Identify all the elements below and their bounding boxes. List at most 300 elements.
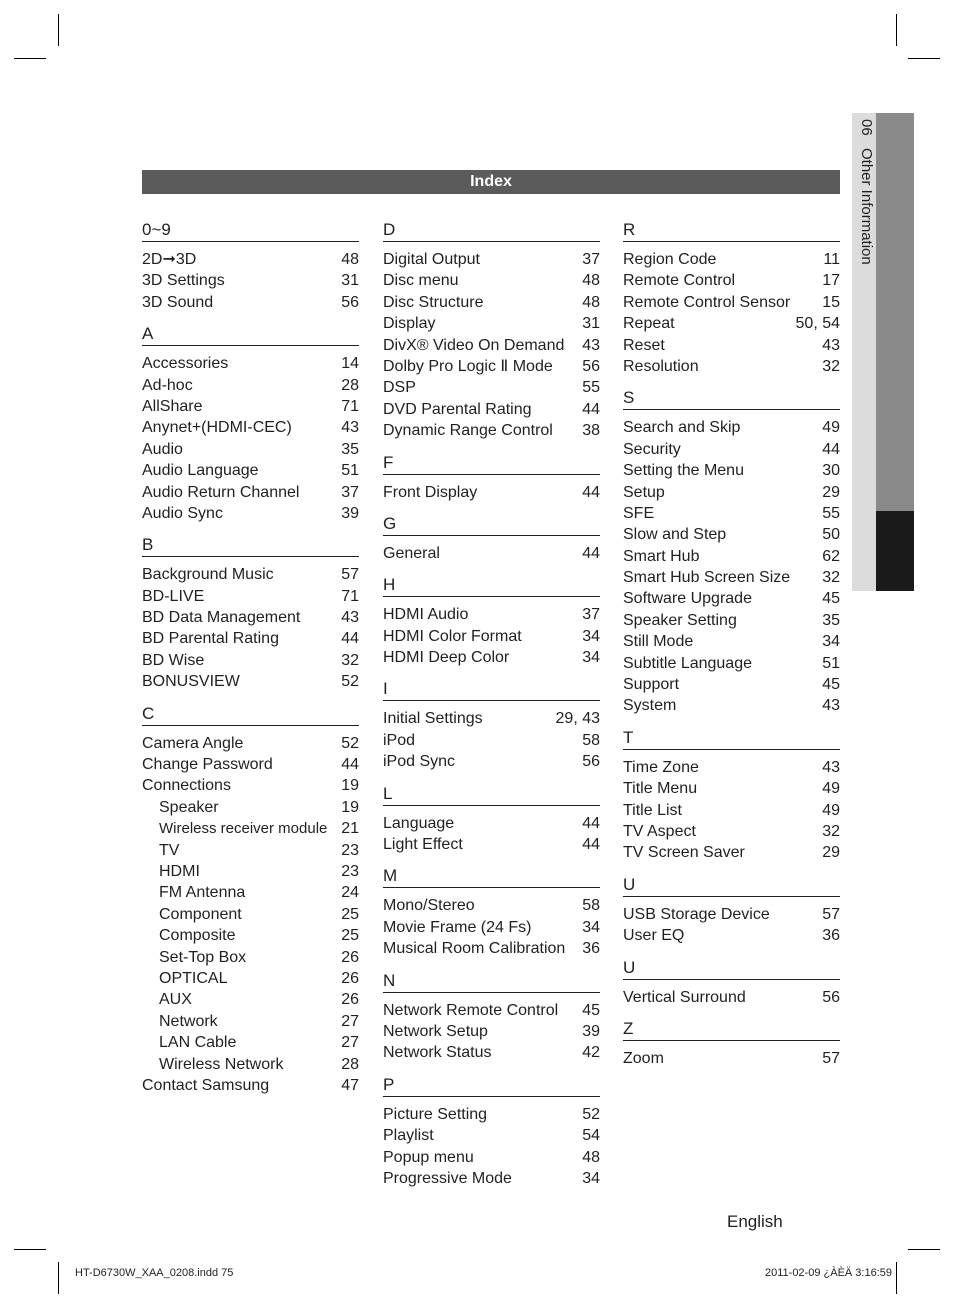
crop-mark <box>14 58 46 59</box>
index-entry <box>623 778 840 799</box>
entry-page-number: 23 <box>341 862 359 880</box>
index-entry <box>142 375 359 396</box>
entry-term: Mono/Stereo <box>383 897 475 915</box>
side-tab-shade <box>876 113 914 511</box>
chapter-label <box>855 119 875 273</box>
index-entry <box>383 751 600 772</box>
entry-page-number: 37 <box>582 606 600 624</box>
index-entry <box>142 925 359 946</box>
index-entry <box>142 1032 359 1053</box>
index-entry <box>142 482 359 503</box>
section-letter: U <box>623 957 840 980</box>
entry-term: DVD Parental Rating <box>383 400 532 418</box>
entry-page-number: 34 <box>582 627 600 645</box>
section-letter: D <box>383 219 600 242</box>
entry-page-number: 29, 43 <box>555 710 600 728</box>
entry-term: BD Wise <box>142 651 205 669</box>
index-entry <box>383 1000 600 1021</box>
index-entry <box>623 821 840 842</box>
entry-page-number: 57 <box>822 905 840 923</box>
index-entry <box>383 420 600 441</box>
index-entry <box>383 270 600 291</box>
entry-term: Contact Samsung <box>142 1076 270 1094</box>
index-section <box>623 874 840 947</box>
entry-term: 2D➞3D <box>142 251 197 268</box>
entry-page-number: 47 <box>341 1076 359 1094</box>
entry-term: Subtitle Language <box>623 654 752 672</box>
entry-page-number: 44 <box>582 400 600 418</box>
index-entry <box>383 313 600 334</box>
entry-term: Speaker <box>159 798 219 816</box>
entry-term: Remote Control <box>623 272 736 290</box>
entry-term: HDMI Color Format <box>383 627 522 645</box>
index-entry <box>383 482 600 503</box>
index-entry <box>383 895 600 916</box>
entry-term: Time Zone <box>623 758 699 776</box>
index-entry <box>383 813 600 834</box>
index-entry <box>383 626 600 647</box>
entry-term: BD Data Management <box>142 609 301 627</box>
entry-page-number: 14 <box>341 355 359 373</box>
index-entry <box>383 1168 600 1189</box>
entry-page-number: 19 <box>341 777 359 795</box>
entry-term: iPod Sync <box>383 753 456 771</box>
entry-page-number: 56 <box>822 988 840 1006</box>
index-entry <box>142 861 359 882</box>
index-entry <box>142 775 359 796</box>
entry-page-number: 31 <box>582 315 600 333</box>
entry-page-number: 51 <box>822 654 840 672</box>
index-entry <box>142 968 359 989</box>
entry-term: TV Aspect <box>623 822 696 840</box>
entry-term: Disc menu <box>383 272 459 290</box>
entry-term: Picture Setting <box>383 1105 488 1123</box>
entry-page-number: 25 <box>341 905 359 923</box>
entry-page-number: 26 <box>341 969 359 987</box>
section-letter: 0~9 <box>142 219 359 242</box>
entry-term: Musical Room Calibration <box>383 940 566 958</box>
entry-page-number: 32 <box>822 569 840 587</box>
entry-term: Still Mode <box>623 633 694 651</box>
index-entry <box>142 270 359 291</box>
index-entry <box>142 249 359 270</box>
entry-term: Progressive Mode <box>383 1169 512 1187</box>
index-section <box>623 387 840 716</box>
entry-page-number: 36 <box>822 927 840 945</box>
entry-page-number: 43 <box>822 697 840 715</box>
index-entry <box>142 607 359 628</box>
index-entry <box>623 842 840 863</box>
entry-term: FM Antenna <box>159 884 246 902</box>
entry-term: TV <box>159 841 180 859</box>
index-entry <box>383 1021 600 1042</box>
entry-term: Wireless receiver module <box>159 820 328 838</box>
entry-page-number: 31 <box>341 272 359 290</box>
entry-term: Disc Structure <box>383 293 484 311</box>
index-entry <box>383 543 600 564</box>
entry-page-number: 56 <box>582 753 600 771</box>
entry-term: General <box>383 544 440 562</box>
section-letter: F <box>383 452 600 475</box>
entry-term: Search and Skip <box>623 419 741 437</box>
index-entry <box>142 1054 359 1075</box>
entry-page-number: 51 <box>341 462 359 480</box>
entry-term: Smart Hub Screen Size <box>623 569 791 587</box>
entry-page-number: 34 <box>582 1169 600 1187</box>
index-entry <box>623 631 840 652</box>
index-entry <box>383 938 600 959</box>
entry-term: Popup menu <box>383 1148 474 1166</box>
entry-term: Resolution <box>623 357 699 375</box>
index-section <box>623 1018 840 1069</box>
section-letter: U <box>623 874 840 897</box>
index-entry <box>142 754 359 775</box>
entry-page-number: 44 <box>582 836 600 854</box>
index-entry <box>623 356 840 377</box>
index-section <box>623 727 840 864</box>
section-letter: P <box>383 1074 600 1097</box>
crop-mark <box>14 1249 46 1250</box>
index-entry <box>142 650 359 671</box>
entry-page-number: 45 <box>822 676 840 694</box>
chapter-title: Other Information <box>858 147 875 265</box>
index-entry <box>623 757 840 778</box>
entry-page-number: 23 <box>341 841 359 859</box>
entry-term: AUX <box>159 991 192 1009</box>
entry-page-number: 42 <box>582 1044 600 1062</box>
entry-term: Dolby Pro Logic Ⅱ Mode <box>383 357 553 375</box>
crop-mark <box>896 14 897 46</box>
index-entry <box>142 460 359 481</box>
entry-page-number: 55 <box>582 379 600 397</box>
entry-term: Display <box>383 315 436 333</box>
entry-page-number: 44 <box>582 483 600 501</box>
entry-page-number: 56 <box>582 357 600 375</box>
entry-page-number: 49 <box>822 780 840 798</box>
entry-term: Audio Language <box>142 462 259 480</box>
entry-term: Playlist <box>383 1127 434 1145</box>
entry-page-number: 44 <box>341 756 359 774</box>
entry-term: Composite <box>159 927 236 945</box>
index-column-2 <box>383 219 600 1199</box>
entry-page-number: 44 <box>341 630 359 648</box>
entry-page-number: 44 <box>582 544 600 562</box>
section-letter: A <box>142 323 359 346</box>
entry-term: Smart Hub <box>623 547 700 565</box>
footer-timestamp: 2011-02-09 ¿ÀÈÄ 3:16:59 <box>765 1267 892 1279</box>
entry-term: Repeat <box>623 315 675 333</box>
section-letter: N <box>383 970 600 993</box>
index-entry <box>383 335 600 356</box>
entry-term: Network Remote Control <box>383 1001 559 1019</box>
index-entry <box>142 840 359 861</box>
index-entry <box>142 1075 359 1096</box>
entry-page-number: 48 <box>582 293 600 311</box>
index-entry <box>383 730 600 751</box>
index-column-3 <box>623 219 840 1079</box>
entry-term: Language <box>383 814 455 832</box>
entry-term: Reset <box>623 336 665 354</box>
section-letter: S <box>623 387 840 410</box>
index-entry <box>142 671 359 692</box>
entry-page-number: 55 <box>822 504 840 522</box>
entry-page-number: 15 <box>822 293 840 311</box>
index-section <box>383 219 600 442</box>
entry-term: Support <box>623 676 680 694</box>
entry-page-number: 43 <box>822 758 840 776</box>
entry-page-number: 49 <box>822 419 840 437</box>
entry-page-number: 26 <box>341 991 359 1009</box>
entry-term: Movie Frame (24 Fs) <box>383 918 532 936</box>
section-letter: Z <box>623 1018 840 1041</box>
entry-page-number: 28 <box>341 1055 359 1073</box>
entry-page-number: 43 <box>822 336 840 354</box>
entry-term: Network <box>159 1012 218 1030</box>
entry-term: DSP <box>383 379 416 397</box>
crop-mark <box>896 1262 897 1294</box>
section-letter: M <box>383 865 600 888</box>
index-entry <box>623 503 840 524</box>
index-entry <box>383 708 600 729</box>
entry-page-number: 58 <box>582 731 600 749</box>
crop-mark <box>58 1262 59 1294</box>
entry-page-number: 26 <box>341 948 359 966</box>
index-entry <box>623 610 840 631</box>
entry-term: LAN Cable <box>159 1034 237 1052</box>
entry-term: Audio Return Channel <box>142 483 300 501</box>
index-entry <box>623 460 840 481</box>
entry-page-number: 71 <box>341 397 359 415</box>
entry-term: Network Status <box>383 1044 492 1062</box>
entry-page-number: 56 <box>341 293 359 311</box>
entry-page-number: 44 <box>822 440 840 458</box>
index-section <box>383 783 600 856</box>
entry-term: HDMI Deep Color <box>383 649 510 667</box>
index-entry <box>623 313 840 334</box>
section-letter: G <box>383 513 600 536</box>
entry-page-number: 11 <box>823 251 840 268</box>
section-letter: C <box>142 703 359 726</box>
index-section <box>142 219 359 313</box>
index-entry <box>142 904 359 925</box>
entry-page-number: 39 <box>582 1022 600 1040</box>
index-entry <box>623 439 840 460</box>
entry-term: Connections <box>142 777 231 795</box>
entry-term: iPod <box>383 731 416 749</box>
entry-page-number: 49 <box>822 801 840 819</box>
index-entry <box>623 987 840 1008</box>
entry-term: BD Parental Rating <box>142 630 279 648</box>
index-entry <box>142 417 359 438</box>
entry-page-number: 17 <box>822 272 840 290</box>
entry-term: HDMI <box>159 862 200 880</box>
entry-page-number: 50, 54 <box>795 315 840 333</box>
index-entry <box>142 396 359 417</box>
entry-term: Accessories <box>142 355 229 373</box>
chapter-number: 06 <box>858 119 875 136</box>
index-entry <box>383 917 600 938</box>
entry-page-number: 48 <box>341 251 359 268</box>
entry-page-number: 32 <box>341 651 359 669</box>
entry-page-number: 34 <box>582 918 600 936</box>
entry-term: Camera Angle <box>142 734 244 752</box>
index-entry <box>383 647 600 668</box>
entry-page-number: 44 <box>582 814 600 832</box>
index-header <box>142 170 840 194</box>
entry-term: USB Storage Device <box>623 905 770 923</box>
entry-page-number: 62 <box>822 547 840 565</box>
entry-page-number: 34 <box>582 649 600 667</box>
index-entry <box>383 1042 600 1063</box>
index-section <box>383 1074 600 1190</box>
entry-term: Digital Output <box>383 251 480 268</box>
entry-page-number: 35 <box>341 440 359 458</box>
index-section <box>623 219 840 377</box>
index-section <box>623 957 840 1008</box>
page-title: Index <box>470 173 512 190</box>
entry-term: BONUSVIEW <box>142 673 240 691</box>
entry-term: Wireless Network <box>159 1055 284 1073</box>
entry-term: DivX® Video On Demand <box>383 336 565 354</box>
entry-page-number: 29 <box>822 483 840 501</box>
entry-term: Title Menu <box>623 780 698 798</box>
entry-page-number: 48 <box>582 1148 600 1166</box>
index-section <box>142 323 359 524</box>
entry-term: Setting the Menu <box>623 462 744 480</box>
entry-page-number: 58 <box>582 897 600 915</box>
entry-term: OPTICAL <box>159 969 228 987</box>
entry-page-number: 37 <box>582 251 600 268</box>
entry-term: Initial Settings <box>383 710 483 728</box>
index-entry <box>142 882 359 903</box>
index-entry <box>142 733 359 754</box>
entry-term: Setup <box>623 483 665 501</box>
index-entry <box>623 904 840 925</box>
entry-page-number: 36 <box>582 940 600 958</box>
entry-term: Remote Control Sensor <box>623 293 791 311</box>
entry-page-number: 43 <box>582 336 600 354</box>
entry-term: TV Screen Saver <box>623 844 745 862</box>
index-entry <box>142 292 359 313</box>
section-letter: B <box>142 534 359 557</box>
index-entry <box>142 818 359 839</box>
index-entry <box>623 588 840 609</box>
index-column-1 <box>142 219 359 1106</box>
index-entry <box>383 604 600 625</box>
index-section <box>142 703 359 1097</box>
footer-file-info: HT-D6730W_XAA_0208.indd 75 <box>75 1267 234 1279</box>
index-entry <box>142 989 359 1010</box>
entry-term: 3D Sound <box>142 293 214 311</box>
index-entry <box>142 1011 359 1032</box>
index-entry <box>142 947 359 968</box>
index-entry <box>623 417 840 438</box>
section-letter: T <box>623 727 840 750</box>
entry-term: BD-LIVE <box>142 587 205 605</box>
index-section <box>383 452 600 503</box>
entry-page-number: 32 <box>822 822 840 840</box>
entry-term: System <box>623 697 677 715</box>
entry-page-number: 43 <box>341 609 359 627</box>
entry-page-number: 45 <box>582 1001 600 1019</box>
index-entry <box>142 503 359 524</box>
index-entry <box>623 674 840 695</box>
entry-term: Dynamic Range Control <box>383 422 553 440</box>
entry-term: Slow and Step <box>623 526 727 544</box>
entry-term: Change Password <box>142 756 273 774</box>
entry-page-number: 28 <box>341 376 359 394</box>
index-entry <box>623 292 840 313</box>
crop-mark <box>908 1249 940 1250</box>
section-letter: L <box>383 783 600 806</box>
entry-page-number: 71 <box>341 587 359 605</box>
index-entry <box>623 695 840 716</box>
entry-page-number: 32 <box>822 357 840 375</box>
index-entry <box>623 653 840 674</box>
index-entry <box>383 399 600 420</box>
index-entry <box>383 834 600 855</box>
crop-mark <box>908 58 940 59</box>
entry-page-number: 21 <box>341 820 359 838</box>
index-section <box>383 513 600 564</box>
index-entry <box>623 524 840 545</box>
index-entry <box>623 249 840 270</box>
entry-term: User EQ <box>623 927 685 945</box>
section-letter: H <box>383 574 600 597</box>
entry-page-number: 54 <box>582 1127 600 1145</box>
entry-term: 3D Settings <box>142 272 225 290</box>
entry-page-number: 52 <box>582 1105 600 1123</box>
index-entry <box>142 353 359 374</box>
section-letter: R <box>623 219 840 242</box>
index-entry <box>623 482 840 503</box>
entry-page-number: 27 <box>341 1034 359 1052</box>
index-entry <box>383 1147 600 1168</box>
entry-page-number: 43 <box>341 419 359 437</box>
chapter-side-tab <box>852 113 914 591</box>
entry-page-number: 30 <box>822 462 840 480</box>
entry-term: HDMI Audio <box>383 606 469 624</box>
entry-term: Network Setup <box>383 1022 488 1040</box>
entry-term: SFE <box>623 504 655 522</box>
entry-term: Front Display <box>383 483 478 501</box>
entry-term: Component <box>159 905 242 923</box>
index-section <box>142 534 359 692</box>
entry-page-number: 27 <box>341 1012 359 1030</box>
entry-term: AllShare <box>142 397 203 415</box>
index-entry <box>623 567 840 588</box>
index-entry <box>623 335 840 356</box>
entry-page-number: 37 <box>341 483 359 501</box>
index-section <box>383 678 600 772</box>
index-entry <box>623 270 840 291</box>
entry-term: Audio Sync <box>142 504 223 522</box>
index-entry <box>383 1125 600 1146</box>
index-entry <box>623 1048 840 1069</box>
entry-term: Background Music <box>142 566 274 584</box>
entry-term: Security <box>623 440 681 458</box>
entry-page-number: 39 <box>341 504 359 522</box>
index-entry <box>383 249 600 270</box>
index-entry <box>142 797 359 818</box>
entry-page-number: 25 <box>341 927 359 945</box>
entry-term: Zoom <box>623 1049 664 1067</box>
entry-term: Set-Top Box <box>159 948 247 966</box>
entry-term: Vertical Surround <box>623 988 746 1006</box>
index-section <box>383 574 600 668</box>
entry-page-number: 57 <box>341 566 359 584</box>
index-entry <box>142 564 359 585</box>
